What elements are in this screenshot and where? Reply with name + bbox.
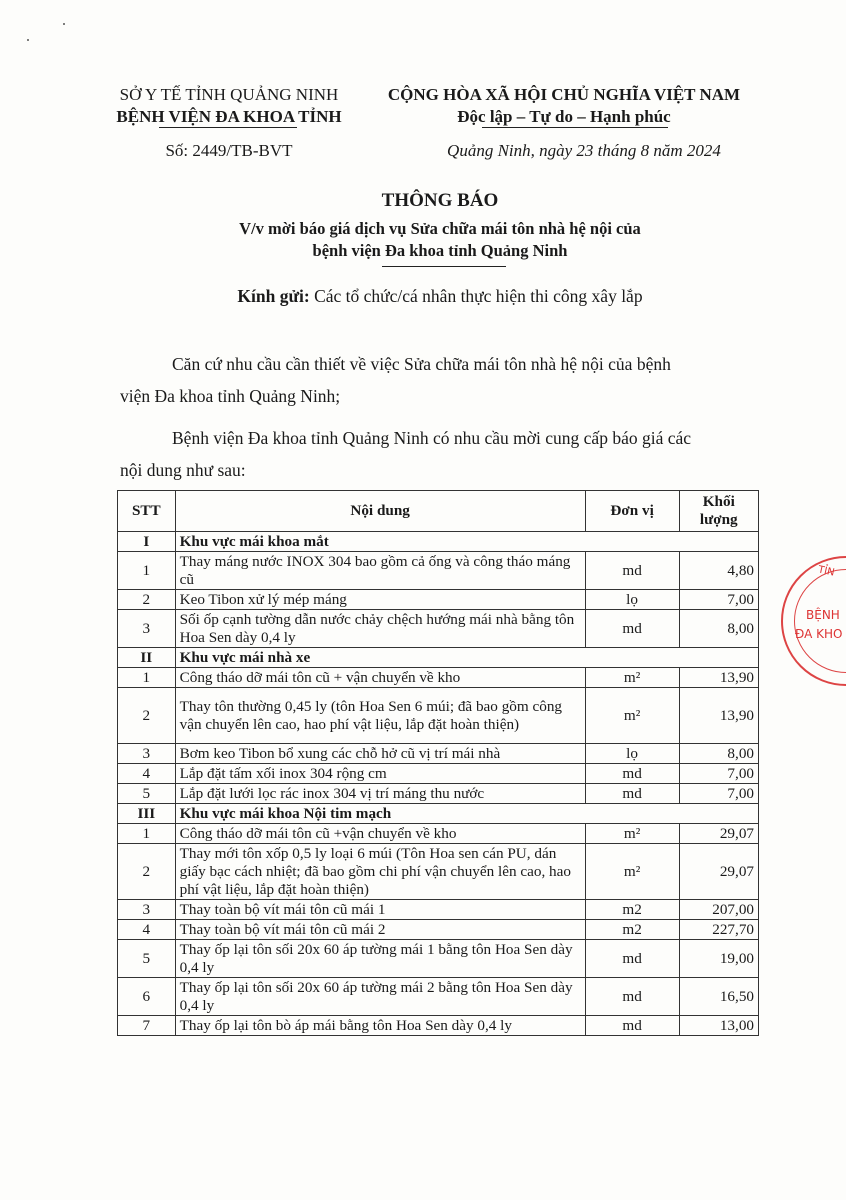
document-number: Số: 2449/TB-BVT [165,141,293,160]
issuer-line1: SỞ Y TẾ TỈNH QUẢNG NINH [119,85,339,104]
item-content: Thay ốp lại tôn sối 20x 60 áp tường mái 2 bằng tôn Hoa Sen dày 0,4 ly [175,978,585,1016]
item-unit: m² [585,688,679,744]
section-row [118,532,759,552]
header-stt: STT [118,491,176,532]
paragraph-request [120,422,760,486]
subject-underline [382,266,506,267]
table-row [118,940,759,978]
item-unit: m² [585,844,679,900]
item-content: Thay máng nước INOX 304 bao gồm cả ống và công tháo máng cũ [175,552,585,590]
item-number: 5 [118,784,176,804]
item-content: Keo Tibon xử lý mép máng [175,590,585,610]
item-number: 4 [118,764,176,784]
item-content: Công tháo dỡ mái tôn cũ +vận chuyển về kho [175,824,585,844]
item-quantity: 207,00 [679,900,758,920]
item-unit: m2 [585,900,679,920]
place-date: Quảng Ninh, ngày 23 tháng 8 năm 2024 [447,141,721,160]
item-number: 2 [118,590,176,610]
seal-text-middle1: BỆNH [806,608,840,622]
table-row [118,590,759,610]
item-quantity: 8,00 [679,610,758,648]
item-quantity: 7,00 [679,784,758,804]
item-content: Lắp đặt lưới lọc rác inox 304 vị trí máng thu nước [175,784,585,804]
table-row [118,784,759,804]
item-number: 4 [118,920,176,940]
national-title: CỘNG HÒA XÃ HỘI CHỦ NGHĨA VIỆT NAM [387,85,741,104]
header-quantity: Khối lượng [679,491,758,532]
quotation-items-table [117,490,759,1036]
para1-line1: Căn cứ nhu cầu cần thiết về việc Sửa chữa mái tôn nhà hệ nội của bệnh [172,354,671,374]
seal-text-middle2: ĐA KHO [795,627,843,641]
section-row [118,804,759,824]
national-motto: Độc lập – Tự do – Hạnh phúc [457,107,671,126]
header-content: Nội dung [175,491,585,532]
scan-speck [63,23,65,25]
motto-underline [482,127,668,128]
recipient-label: Kính gửi: [237,286,310,306]
table-row [118,978,759,1016]
scan-speck [27,39,29,41]
table-row [118,610,759,648]
item-content: Lắp đặt tấm xối inox 304 rộng cm [175,764,585,784]
item-quantity: 13,90 [679,688,758,744]
recipient-value: Các tổ chức/cá nhân thực hiện thi công xây lắp [314,286,643,306]
item-quantity: 13,90 [679,668,758,688]
recipient-line [120,286,760,307]
subject-line1: V/v mời báo giá dịch vụ Sửa chữa mái tôn nhà hệ nội của [239,219,641,238]
section-number: III [118,804,176,824]
item-unit: md [585,1016,679,1036]
item-content: Thay ốp lại tôn sối 20x 60 áp tường mái 1 bằng tôn Hoa Sen dày 0,4 ly [175,940,585,978]
item-unit: md [585,940,679,978]
item-unit: m² [585,824,679,844]
document-subject [120,218,760,262]
item-content: Bơm keo Tibon bổ xung các chỗ hở cũ vị trí mái nhà [175,744,585,764]
issuer-block [88,84,370,162]
para1-line2: viện Đa khoa tỉnh Quảng Ninh; [120,386,341,406]
item-quantity: 227,70 [679,920,758,940]
table-body [118,532,759,1036]
item-number: 1 [118,824,176,844]
item-quantity: 29,07 [679,844,758,900]
item-number: 5 [118,940,176,978]
item-unit: md [585,784,679,804]
item-quantity: 4,80 [679,552,758,590]
item-content: Thay mới tôn xốp 0,5 ly loại 6 múi (Tôn Hoa sen cán PU, dán giấy bạc cách nhiệt; đã bao gồm chi phí vận chuyển lên cao, hao phí vật liệu, lắp đặt hoàn thiện) [175,844,585,900]
item-unit: m² [585,668,679,688]
table-row [118,764,759,784]
item-quantity: 19,00 [679,940,758,978]
section-title: Khu vực mái khoa mắt [175,532,758,552]
paragraph-basis [120,348,760,412]
item-content: Thay toàn bộ vít mái tôn cũ mái 2 [175,920,585,940]
section-title: Khu vực mái khoa Nội tim mạch [175,804,758,824]
issuer-underline [159,127,297,128]
subject-line2: bệnh viện Đa khoa tỉnh Quảng Ninh [312,241,568,260]
item-number: 1 [118,552,176,590]
item-unit: md [585,552,679,590]
table-header-row [118,491,759,532]
item-number: 1 [118,668,176,688]
table-row [118,744,759,764]
table-row [118,552,759,590]
issuer-line2: BỆNH VIỆN ĐA KHOA TỈNH [116,107,342,126]
item-unit: lọ [585,744,679,764]
item-unit: m2 [585,920,679,940]
item-unit: md [585,610,679,648]
item-quantity: 16,50 [679,978,758,1016]
item-content: Thay tôn thường 0,45 ly (tôn Hoa Sen 6 múi; đã bao gồm công vận chuyển lên cao, hao phí vật liệu, lắp đặt hoàn thiện) [175,688,585,744]
item-content: Thay ốp lại tôn bò áp mái bằng tôn Hoa Sen dày 0,4 ly [175,1016,585,1036]
section-title: Khu vực mái nhà xe [175,648,758,668]
item-number: 2 [118,844,176,900]
para2-line2: nội dung như sau: [120,460,246,480]
item-quantity: 8,00 [679,744,758,764]
item-number: 6 [118,978,176,1016]
table-row [118,844,759,900]
item-content: Thay toàn bộ vít mái tôn cũ mái 1 [175,900,585,920]
item-quantity: 29,07 [679,824,758,844]
para2-line1: Bệnh viện Đa khoa tỉnh Quảng Ninh có nhu cầu mời cung cấp báo giá các [172,428,692,448]
national-motto-block [358,84,770,162]
item-content: Sối ốp cạnh tường dẫn nước chảy chệch hướng mái nhà bằng tôn Hoa Sen dày 0,4 ly [175,610,585,648]
item-number: 7 [118,1016,176,1036]
item-number: 2 [118,688,176,744]
section-number: I [118,532,176,552]
header-unit: Đơn vị [585,491,679,532]
document-title: THÔNG BÁO [381,190,499,211]
item-quantity: 7,00 [679,590,758,610]
item-quantity: 13,00 [679,1016,758,1036]
item-number: 3 [118,744,176,764]
table-row [118,824,759,844]
item-content: Công tháo dỡ mái tôn cũ + vận chuyển về kho [175,668,585,688]
table-row [118,668,759,688]
table-row [118,900,759,920]
item-unit: md [585,978,679,1016]
table-row [118,1016,759,1036]
section-number: II [118,648,176,668]
item-unit: lọ [585,590,679,610]
section-row [118,648,759,668]
item-quantity: 7,00 [679,764,758,784]
seal-text-top: TỈN [817,564,836,579]
table-row [118,920,759,940]
table-row [118,688,759,744]
item-number: 3 [118,610,176,648]
item-number: 3 [118,900,176,920]
item-unit: md [585,764,679,784]
